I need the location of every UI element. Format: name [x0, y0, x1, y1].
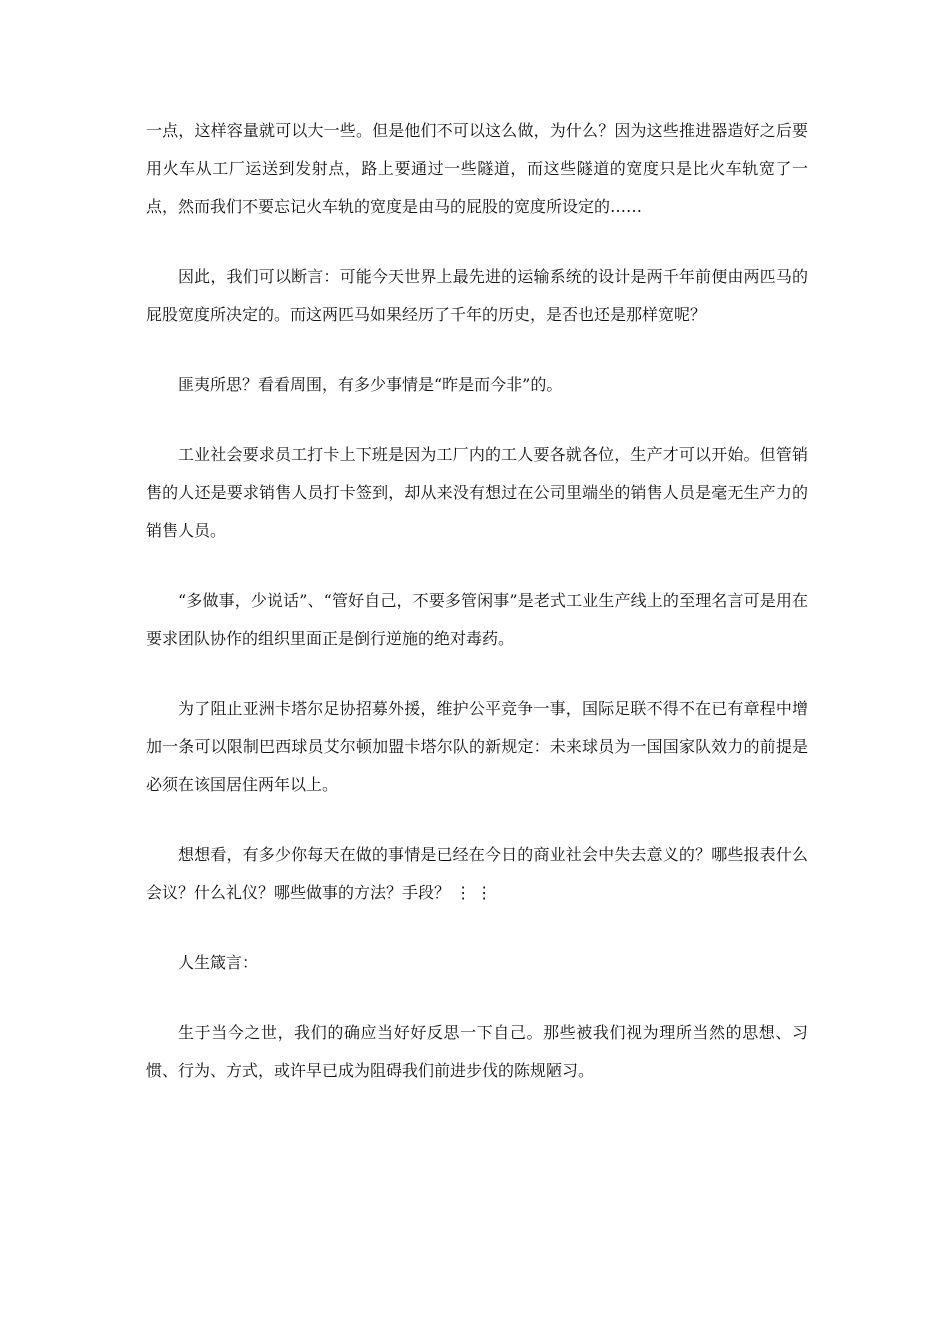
paragraph-conclusion: 因此，我们可以断言：可能今天世界上最先进的运输系统的设计是两千年前便由两匹马的屁股宽度所决定的。而这两匹马如果经历了千年的历史，是否也还是那样宽呢？ — [146, 267, 808, 324]
paragraph-maxim-heading: 人生箴言： — [178, 953, 259, 972]
paragraph-question: 匪夷所思？看看周围，有多少事情是“昨是而今非”的。 — [178, 375, 563, 394]
document-body — [146, 112, 808, 1122]
paragraph-maxim: 生于当今之世，我们的确应当好好反思一下自己。那些被我们视为理所当然的思想、习惯、行为、方式，或许早已成为阻碍我们前进步伐的陈规陋习。 — [146, 1023, 808, 1080]
paragraph-reflect: 想想看，有多少你每天在做的事情是已经在今日的商业社会中失去意义的？哪些报表什么会议？什么礼仪？哪些做事的方法？手段？ ⋮ ⋮ — [146, 845, 808, 902]
paragraph-continuation: 一点，这样容量就可以大一些。但是他们不可以这么做，为什么？因为这些推进器造好之后要用火车从工厂运送到发射点，路上要通过一些隧道，而这些隧道的宽度只是比火车轨宽了一点，然而我们不要忘记火车轨的宽度是由马的屁股的宽度所设定的…… — [146, 121, 808, 216]
paragraph-industrial: 工业社会要求员工打卡上下班是因为工厂内的工人要各就各位，生产才可以开始。但管销售的人还是要求销售人员打卡签到，却从来没有想过在公司里端坐的销售人员是毫无生产力的销售人员。 — [146, 445, 808, 540]
paragraph-football: 为了阻止亚洲卡塔尔足协招募外援，维护公平竞争一事，国际足联不得不在已有章程中增加一条可以限制巴西球员艾尔顿加盟卡塔尔队的新规定：未来球员为一国国家队效力的前提是必须在该国居住两年以上。 — [146, 699, 808, 794]
paragraph-motto: “多做事，少说话”、“管好自己，不要多管闲事”是老式工业生产线上的至理名言可是用在要求团队协作的组织里面正是倒行逆施的绝对毒药。 — [146, 591, 808, 648]
